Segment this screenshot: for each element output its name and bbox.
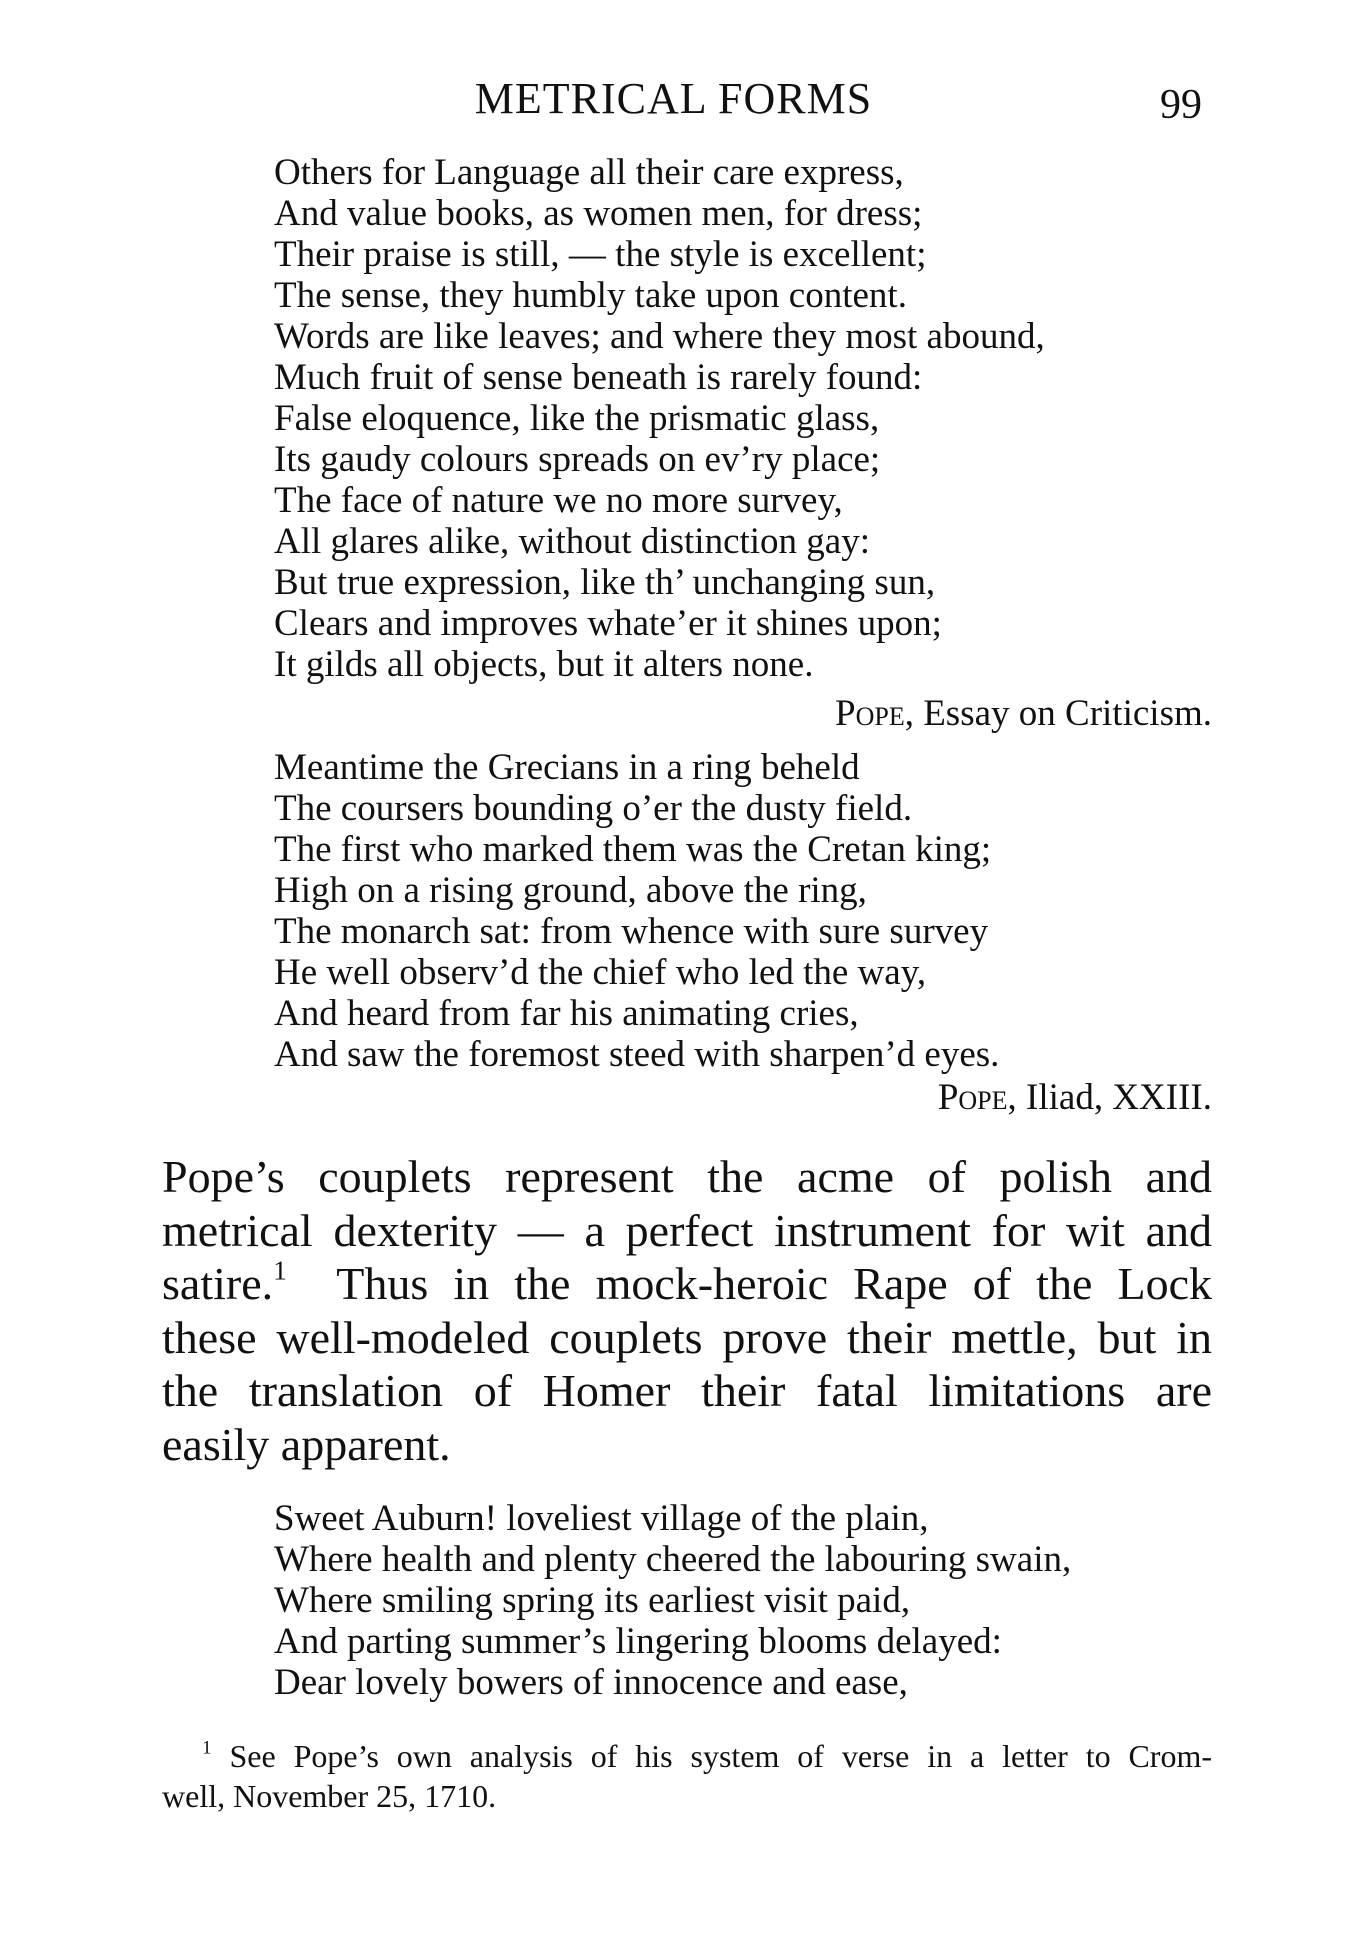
verse-line: Its gaudy colours spreads on ev’ry place;	[274, 439, 881, 480]
verse-line: Clears and improves whate’er it shines upon;	[274, 603, 942, 644]
attribution-source: , Iliad, XXIII.	[1007, 1077, 1212, 1118]
footnote-line	[162, 1736, 1212, 1776]
attribution-author: Pope	[937, 1077, 1008, 1118]
footnote	[162, 1736, 1212, 1816]
verse-line: But true expression, like th’ unchanging sun,	[274, 562, 936, 603]
verse-line: Meantime the Grecians in a ring beheld	[274, 747, 860, 788]
footnote-marker: 1	[202, 1737, 212, 1759]
prose-line: Pope’s couplets represent the acme of polish and	[162, 1151, 1212, 1202]
verse-stanza-sweet-auburn	[274, 1498, 1071, 1703]
footnote-text: See Pope’s own analysis of his system of verse in a letter to Crom-	[229, 1738, 1213, 1774]
verse-line: And saw the foremost steed with sharpen’d eyes.	[274, 1034, 1000, 1075]
verse-line: The coursers bounding o’er the dusty field.	[274, 788, 913, 829]
verse-line: Their praise is still, — the style is excellent;	[274, 234, 927, 275]
prose-line: these well-modeled couplets prove their mettle, but in	[162, 1311, 1212, 1363]
attribution-essay-on-criticism	[835, 693, 1212, 734]
footnote-reference[interactable]: 1	[273, 1254, 287, 1286]
verse-line: All glares alike, without distinction gay:	[274, 521, 871, 562]
prose-text: satire.	[162, 1258, 274, 1309]
verse-line: Words are like leaves; and where they most abound,	[274, 316, 1045, 357]
verse-line: Where health and plenty cheered the labouring swain,	[274, 1539, 1072, 1580]
verse-line: The first who marked them was the Cretan king;	[274, 829, 992, 870]
prose-line: the translation of Homer their fatal limitations are	[162, 1365, 1212, 1416]
verse-stanza-essay-on-criticism	[274, 152, 1045, 685]
prose-text: Thus in the mock-heroic Rape of the Lock	[336, 1258, 1212, 1309]
verse-line: He well observ’d the chief who led the way,	[274, 952, 927, 993]
verse-line: And value books, as women men, for dress;	[274, 193, 923, 234]
verse-line: The face of nature we no more survey,	[274, 480, 843, 521]
prose-line: easily apparent.	[162, 1418, 451, 1470]
verse-line: The monarch sat: from whence with sure survey	[274, 911, 989, 952]
attribution-source: , Essay on Criticism.	[904, 693, 1212, 734]
prose-line: metrical dexterity — a perfect instrument for wit and	[162, 1204, 1212, 1256]
attribution-iliad	[938, 1077, 1212, 1118]
verse-line: High on a rising ground, above the ring,	[274, 870, 867, 911]
running-title: METRICAL FORMS	[474, 74, 873, 123]
verse-line: The sense, they humbly take upon content.	[274, 275, 907, 316]
attribution-author: Pope	[835, 693, 905, 734]
page-number: 99	[1160, 82, 1202, 128]
verse-line: Dear lovely bowers of innocence and ease,	[274, 1662, 908, 1703]
verse-line: And heard from far his animating cries,	[274, 993, 859, 1034]
body-paragraph	[162, 1150, 1212, 1471]
verse-line: And parting summer’s lingering blooms delayed:	[274, 1621, 1002, 1662]
verse-line: Sweet Auburn! loveliest village of the plain,	[274, 1498, 929, 1539]
verse-line: False eloquence, like the prismatic glass,	[274, 398, 880, 439]
prose-line	[162, 1254, 1212, 1311]
verse-line: It gilds all objects, but it alters none.	[274, 644, 814, 685]
verse-line: Others for Language all their care express,	[274, 152, 904, 193]
verse-line: Much fruit of sense beneath is rarely found:	[274, 357, 923, 398]
verse-stanza-iliad	[274, 747, 999, 1075]
footnote-line: well, November 25, 1710.	[162, 1778, 497, 1814]
verse-line: Where smiling spring its earliest visit paid,	[274, 1580, 911, 1621]
